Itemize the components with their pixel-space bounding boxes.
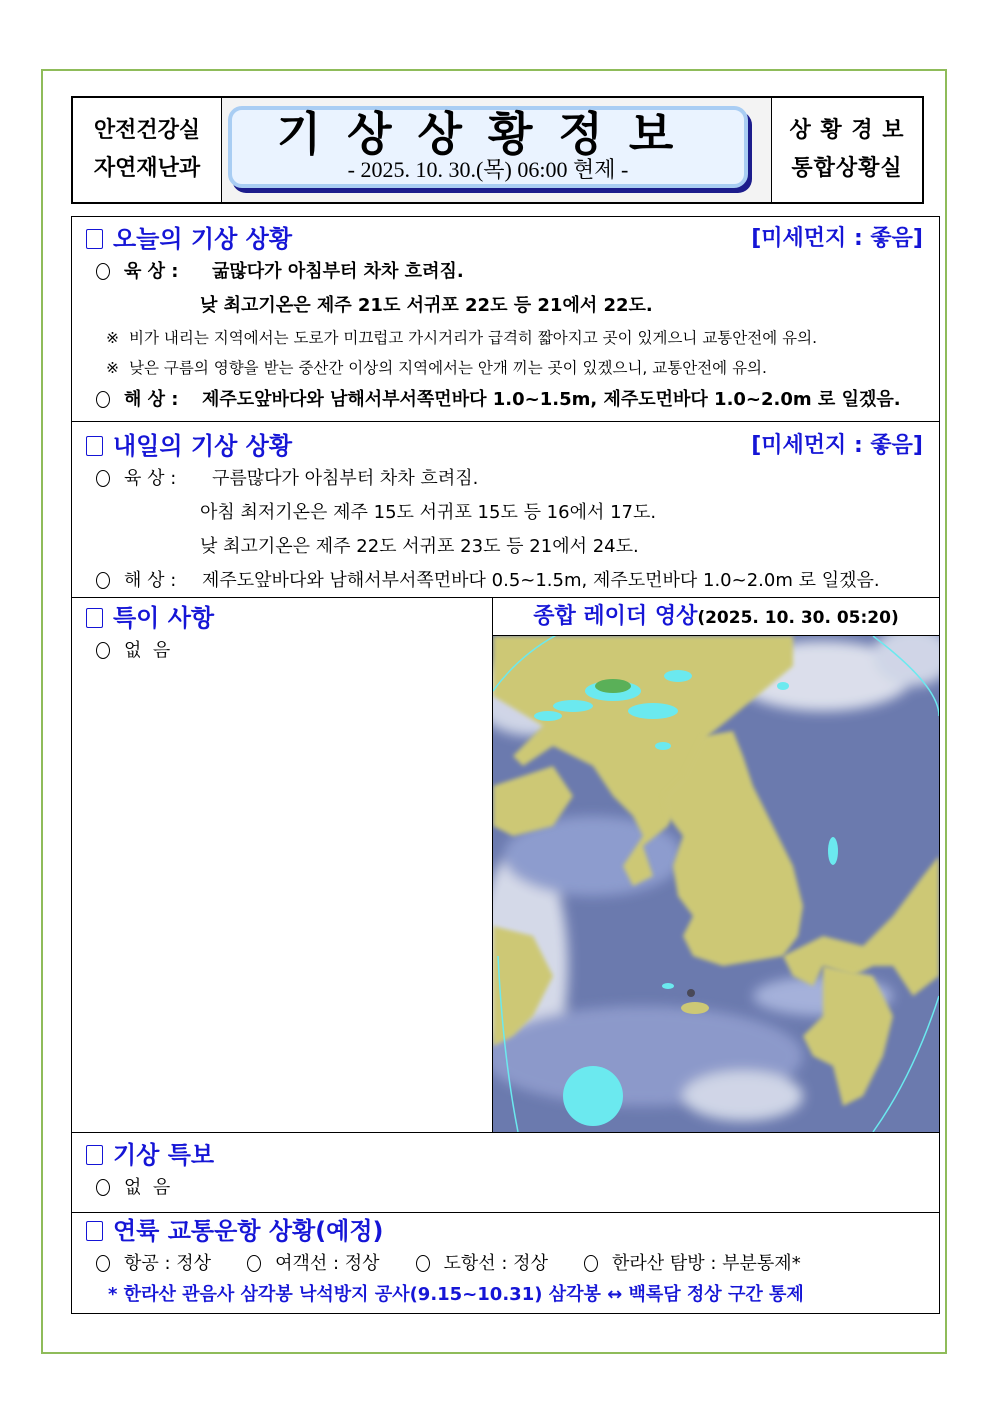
situation-line1: 상 황 경 보	[789, 118, 905, 143]
land-label: 육 상 :	[124, 468, 177, 489]
checkbox-icon	[86, 1145, 103, 1165]
circle-bullet-icon	[416, 1255, 430, 1272]
checkbox-icon	[86, 608, 103, 628]
weather-warning-section	[72, 1133, 939, 1213]
radar-image	[493, 636, 939, 1132]
section-title-text: 특이 사항	[113, 604, 215, 632]
transport-item-hallasan	[584, 1247, 801, 1281]
today-weather-section	[72, 217, 939, 422]
transport-item-label: 도항선 : 정상	[443, 1253, 548, 1274]
issuing-department	[73, 98, 222, 202]
circle-bullet-icon	[96, 470, 110, 487]
land-label: 육 상 :	[124, 261, 179, 282]
radar-timestamp: (2025. 10. 30. 05:20)	[697, 608, 899, 628]
land-line2: 낮 최고기온은 제주 21도 서귀포 22도 등 21에서 22도.	[200, 295, 653, 316]
section-title	[72, 1215, 939, 1247]
circle-bullet-icon	[96, 391, 110, 408]
fine-dust-status: [미세먼지 : 좋음]	[751, 433, 923, 458]
circle-bullet-icon	[96, 572, 110, 589]
circle-bullet-icon	[247, 1255, 261, 1272]
section-title-text: 기상 특보	[113, 1141, 215, 1169]
transport-status-list	[72, 1247, 939, 1281]
checkbox-icon	[86, 436, 103, 456]
page-title: 기상상황정보	[276, 107, 700, 161]
note-mark-icon: ※	[106, 329, 119, 347]
land-line2: 아침 최저기온은 제주 15도 서귀포 15도 등 16에서 17도.	[200, 502, 657, 523]
tomorrow-weather-section	[72, 422, 939, 598]
title-area	[222, 98, 771, 202]
transport-item-air	[96, 1247, 211, 1281]
situation-line2: 통합상황실	[791, 156, 903, 181]
section-title-text: 오늘의 기상 상황	[113, 225, 292, 253]
circle-bullet-icon	[96, 642, 110, 659]
land-forecast	[72, 255, 939, 289]
title-box	[228, 106, 748, 188]
circle-bullet-icon	[584, 1255, 598, 1272]
section-title-text: 내일의 기상 상황	[113, 432, 292, 460]
note-mark-icon: ※	[106, 359, 119, 377]
radar-map-image	[493, 636, 939, 1132]
sea-line: 제주도앞바다와 남해서부서쪽먼바다 1.0~1.5m, 제주도먼바다 1.0~2.0m 로 일겠음.	[202, 389, 901, 410]
land-line1: 굶많다가 아침부터 차차 흐려짐.	[212, 261, 464, 282]
circle-bullet-icon	[96, 1179, 110, 1196]
transport-item-label: 여객선 : 정상	[275, 1253, 380, 1274]
transport-note: * 한라산 관음사 삼각봉 낙석방지 공사(9.15~10.31) 삼각봉 ↔ 백록담 정상 구간 통제	[108, 1284, 804, 1305]
section-title	[72, 223, 939, 255]
special-and-radar-section	[72, 598, 939, 1133]
radar-title	[493, 598, 939, 636]
sea-line: 제주도앞바다와 남해서부서쪽먼바다 0.5~1.5m, 제주도먼바다 1.0~2.0m 로 일겠음.	[202, 570, 880, 591]
section-title	[72, 1139, 939, 1171]
checkbox-icon	[86, 1221, 103, 1241]
section-title	[72, 430, 939, 462]
transport-section	[72, 1213, 939, 1313]
note-1-text: 비가 내리는 지역에서는 도로가 미끄럽고 가시거리가 급격히 짧아지고 곳이 있게으니 교통안전에 유의.	[129, 329, 817, 347]
circle-bullet-icon	[96, 1255, 110, 1272]
report-datetime: - 2025. 10. 30.(목) 06:00 현제 -	[347, 157, 629, 182]
transport-item-island-ferry	[416, 1247, 548, 1281]
department-line1: 안전건강실	[93, 118, 201, 143]
situation-room	[771, 98, 922, 202]
special-value	[72, 634, 492, 668]
circle-bullet-icon	[96, 263, 110, 280]
checkbox-icon	[86, 229, 103, 249]
radar-panel	[493, 598, 939, 1132]
sea-label: 해 상 :	[124, 389, 179, 410]
sea-forecast	[72, 383, 939, 417]
note-1	[72, 323, 939, 353]
transport-item-label: 항공 : 정상	[124, 1253, 212, 1274]
sea-forecast	[72, 564, 939, 598]
warning-value-text: 없 음	[124, 1177, 171, 1198]
transport-item-label: 한라산 탐방 : 부분통제*	[611, 1253, 801, 1274]
special-notes	[72, 598, 493, 1132]
warning-value	[72, 1171, 939, 1205]
section-title	[72, 602, 492, 634]
land-line3: 낮 최고기온은 제주 22도 서귀포 23도 등 21에서 24도.	[200, 536, 639, 557]
note-2-text: 낮은 구름의 영향을 받는 중산간 이상의 지역에서는 안개 끼는 곳이 있겠으니, 교통안전에 유의.	[129, 359, 767, 377]
document-header	[71, 96, 924, 204]
section-title-text: 연륙 교통운항 상황(예정)	[113, 1217, 384, 1245]
note-2	[72, 353, 939, 383]
department-line2: 자연재난과	[93, 156, 201, 181]
radar-title-text: 종합 레이더 영상	[533, 604, 698, 629]
report-body	[71, 216, 940, 1314]
sea-label: 해 상 :	[124, 570, 177, 591]
transport-item-ferry	[247, 1247, 379, 1281]
land-forecast	[72, 462, 939, 496]
special-value-text: 없 음	[124, 640, 171, 661]
fine-dust-status: [미세먼지 : 좋음]	[751, 226, 923, 251]
land-line1: 구름많다가 아침부터 차차 흐려짐.	[212, 468, 479, 489]
